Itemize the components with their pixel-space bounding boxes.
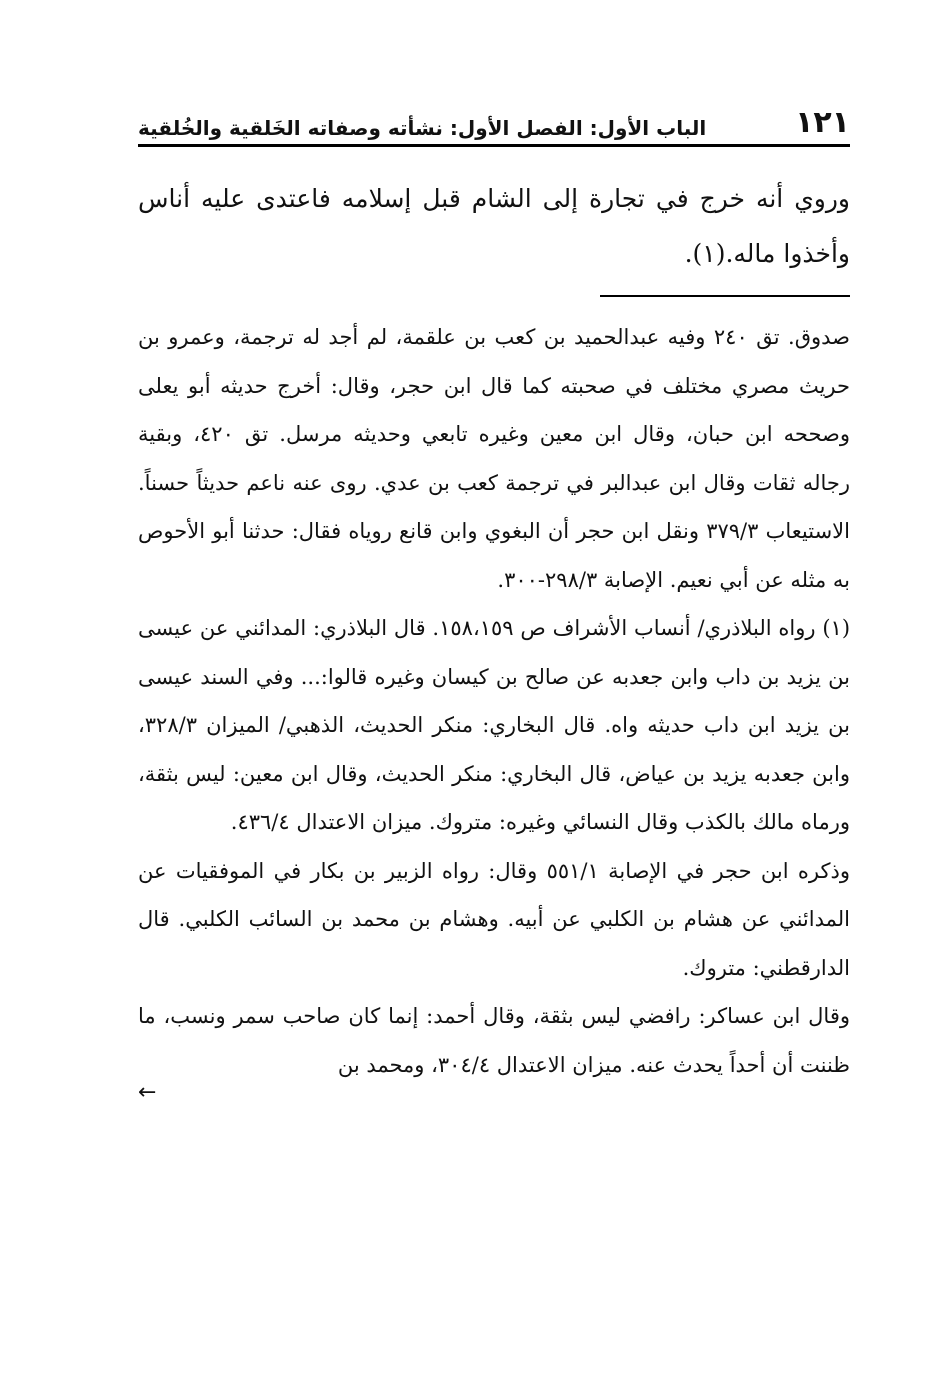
- footnote-1-paragraph-2: وذكره ابن حجر في الإصابة ٥٥١/١ وقال: رواه الزبير بن بكار في الموفقيات عن المدائني عن هشام بن الكلبي عن أبيه. وهشام بن محمد بن السائب الكلبي. قال الدارقطني: متروك.: [138, 858, 850, 980]
- body-paragraph: وروي أنه خرج في تجارة إلى الشام قبل إسلامه فاعتدى عليه أناس وأخذوا ماله.(١).: [138, 184, 850, 268]
- footnote-continued: صدوق. تق ٢٤٠ وفيه عبدالحميد بن كعب بن علقمة، لم أجد له ترجمة، وعمرو بن حريث مصري مختلف في صحبته كما قال ابن حجر، وقال: أخرج حديثه أبو يعلى وصححه ابن حبان، وقال ابن معين وغيره تابعي وحديثه مرسل. تق ٤٢٠، وبقية رجاله ثقات وقال ابن عبدالبر في ترجمة كعب بن عدي. روى عنه ناعم حديثاً حسناً. الاستيعاب ٣٧٩/٣ ونقل ابن حجر أن البغوي وابن قانع روياه فقال: حدثنا أبو الأحوص به مثله عن أبي نعيم. الإصابة ٢٩٨/٣-٣٠٠.: [138, 325, 850, 592]
- chapter-title: الباب الأول: الفصل الأول: نشأته وصفاته الخَلقية والخُلقية: [138, 116, 707, 140]
- book-page: [138, 100, 850, 1105]
- continue-arrow-icon: ←: [138, 1080, 157, 1105]
- footnote-separator: [600, 295, 850, 297]
- running-header: [138, 100, 850, 147]
- footnote-1-text: رواه البلاذري/ أنساب الأشراف ص ١٥٨،١٥٩. قال البلاذري: المدائني عن عيسى بن يزيد بن داب وابن جعدبه عن صالح بن كيسان وغيره قالوا:... وفي السند عيسى بن يزيد ابن داب حديثه واه. قال البخاري: منكر الحديث، الذهبي/ الميزان ٣٢٨/٣، وابن جعدبه يزيد بن عياض، قال البخاري: منكر الحديث، وقال ابن معين: ليس بثقة، ورماه مالك بالكذب وقال النسائي وغيره: متروك. ميزان الاعتدال ٤٣٦/٤.: [138, 616, 850, 834]
- footnote-1: [138, 604, 850, 847]
- footnotes: [138, 313, 850, 1105]
- page-number: ١٢١: [795, 105, 850, 140]
- main-text: [138, 171, 850, 281]
- footnote-1-paragraph-3: وقال ابن عساكر: رافضي ليس بثقة، وقال أحمد: إنما كان صاحب سمر ونسب، ما ظننت أن أحداً يحدث عنه. ميزان الاعتدال ٣٠٤/٤، ومحمد بن: [138, 1004, 850, 1077]
- footnote-1-marker: (١): [822, 616, 851, 640]
